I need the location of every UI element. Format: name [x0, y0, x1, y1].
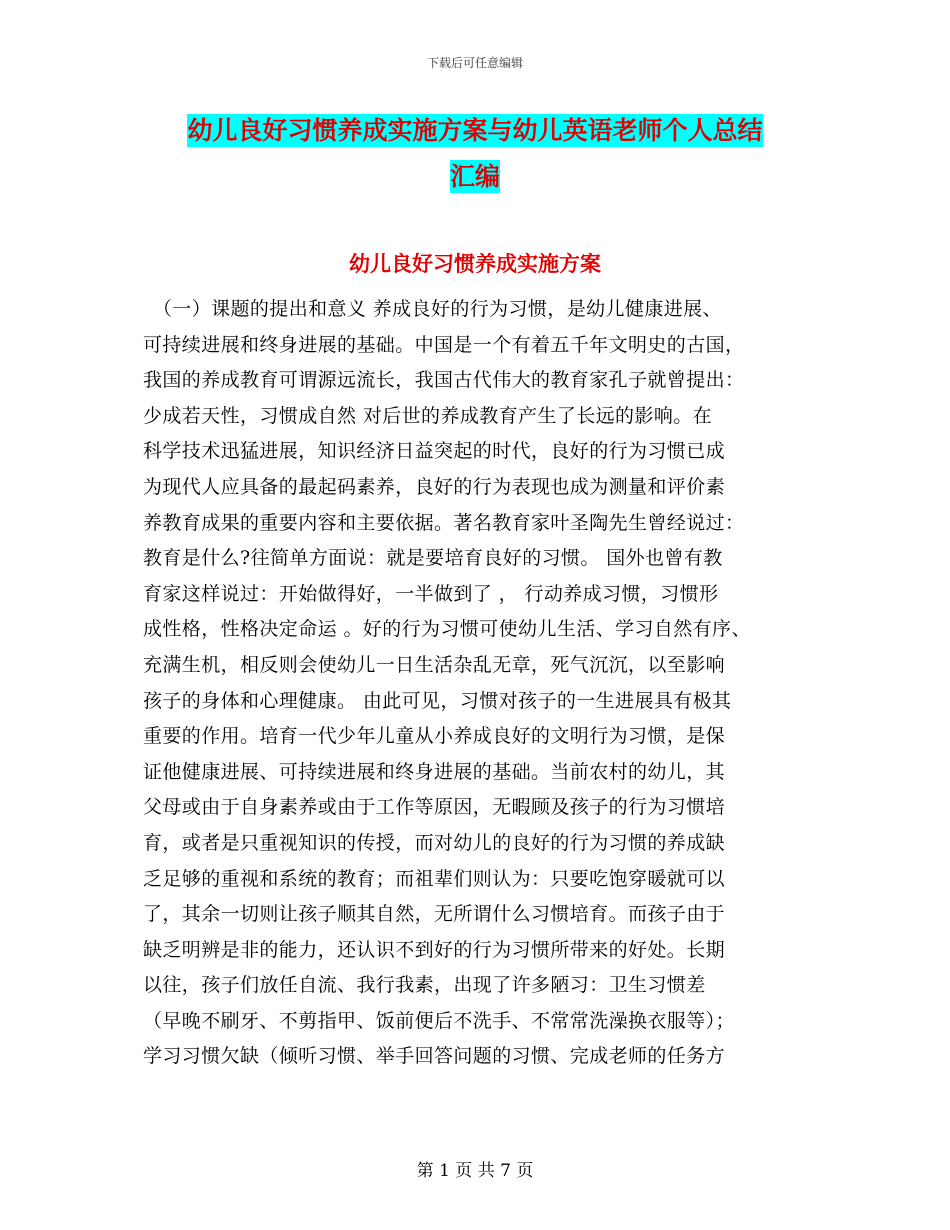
text-line: 证他健康进展、可持续进展和终身进展的基础。当前农村的幼儿，其	[143, 760, 726, 783]
text-line: 孩子的身体和心理健康。 由此可见，习惯对孩子的一生进展具有极其	[143, 689, 732, 712]
text-line: 了，其余一切则让孩子顺其自然，无所谓什么习惯培育。而孩子由于	[143, 903, 726, 926]
body-text	[143, 292, 833, 1075]
text-line: 养教育成果的重要内容和主要依据。著名教育家叶圣陶先生曾经说过：	[143, 511, 745, 534]
text-line: 以往，孩子们放任自流、我行我素，出现了许多陋习：卫生习惯差	[143, 974, 706, 997]
text-line: 乏足够的重视和系统的教育；而祖辈们则认为：只要吃饱穿暖就可以	[143, 867, 726, 890]
text-line: 学习习惯欠缺（倾听习惯、举手回答问题的习惯、完成老师的任务方	[143, 1045, 726, 1068]
title-line-2: 汇编	[449, 162, 500, 191]
text-line: 少成若天性，习惯成自然 对后世的养成教育产生了长远的影响。在	[143, 404, 713, 427]
header-note: 下载后可任意编辑	[426, 56, 523, 70]
text-line: 充满生机，相反则会使幼儿一日生活杂乱无章，死气沉沉，以至影响	[143, 653, 726, 676]
text-line: 缺乏明辨是非的能力，还认识不到好的行为习惯所带来的好处。长期	[143, 938, 726, 961]
text-line: 重要的作用。培育一代少年儿童从小养成良好的文明行为习惯，是保	[143, 725, 726, 748]
text-line: 科学技术迅猛进展，知识经济日益突起的时代，良好的行为习惯已成	[143, 440, 726, 463]
text-line: 育家这样说过：开始做得好，一半做到了 ， 行动养成习惯，习惯形	[143, 582, 719, 605]
document-title	[150, 108, 800, 200]
page-number-footer: 第 1 页 共 7 页	[416, 1161, 534, 1181]
text-line: 教育是什么?往简单方面说：就是要培育良好的习惯。 国外也曾有教	[143, 547, 723, 570]
text-line: 我国的养成教育可谓源远流长，我国古代伟大的教育家孔子就曾提出：	[143, 369, 745, 392]
text-line: 父母或由于自身素养或由于工作等原因，无暇顾及孩子的行为习惯培	[143, 796, 726, 819]
text-line: 育，或者是只重视知识的传授，而对幼儿的良好的行为习惯的养成缺	[143, 831, 726, 854]
text-line: 为现代人应具备的最起码素养，良好的行为表现也成为测量和评价素	[143, 475, 726, 498]
text-line: （一）课题的提出和意义 养成良好的行为习惯，是幼儿健康进展、	[143, 298, 722, 320]
text-line: 可持续进展和终身进展的基础。中国是一个有着五千年文明史的古国，	[143, 333, 745, 356]
text-line: 成性格，性格决定命运 。好的行为习惯可使幼儿生活、学习自然有序、	[143, 618, 751, 641]
section-title: 幼儿良好习惯养成实施方案	[349, 252, 601, 276]
title-line-1: 幼儿良好习惯养成实施方案与幼儿英语老师个人总结	[187, 116, 763, 145]
text-line: （早晚不刷牙、不剪指甲、饭前便后不洗手、不常常洗澡换衣服等）；	[143, 1009, 735, 1032]
